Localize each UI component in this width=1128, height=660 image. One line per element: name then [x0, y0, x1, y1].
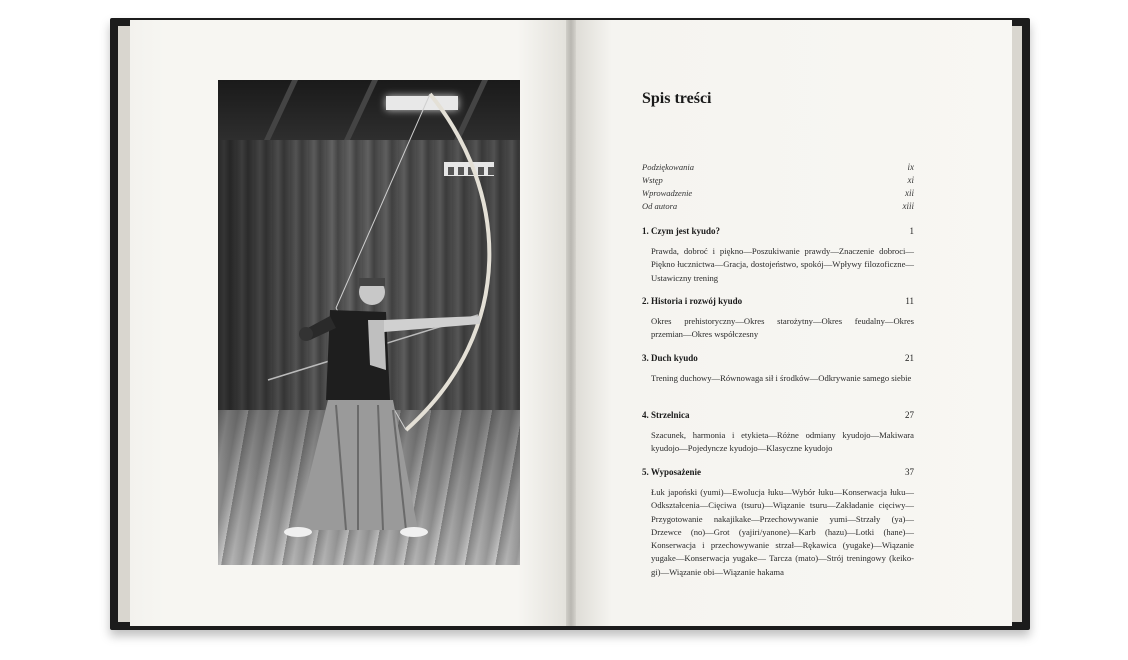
- bow-icon: [406, 94, 489, 430]
- toc-chapter-title: 2. Historia i rozwój kyudo: [642, 296, 743, 306]
- toc-front-page: xi: [907, 175, 914, 185]
- toc-chapter-title: 4. Strzelnica: [642, 410, 690, 420]
- toc-chapter-description: Prawda, dobroć i piękno—Poszukiwanie prawdy—Znaczenie dobroci—Piękno łucznictwa—Gracja, dostojeństwo, spokój—Wpływy filozoficzne—Ustawiczny trening: [651, 246, 914, 283]
- toc-front-label: Od autora: [642, 201, 678, 211]
- archer-figure: [218, 80, 520, 565]
- toc-chapter-description: Trening duchowy—Równowaga sił i środków—Odkrywanie samego siebie: [651, 373, 912, 383]
- toc-front-page: xiii: [902, 201, 914, 211]
- toc-front-label: Wprowadzenie: [642, 188, 693, 198]
- toc-chapter-page: 37: [905, 467, 914, 477]
- toc-front-page: xii: [905, 188, 914, 198]
- toc-front-entry: [642, 175, 914, 188]
- toc-chapter-page: 27: [905, 410, 914, 420]
- toc-front-entry: [642, 201, 914, 214]
- kyudo-archer-photo: [218, 80, 520, 565]
- toc-chapter-page: 21: [905, 353, 914, 363]
- toc-chapter-title: 5. Wyposażenie: [642, 467, 702, 477]
- toc-chapter-heading: [642, 410, 914, 424]
- toc-chapter-heading: [642, 353, 914, 367]
- toc-chapter-description: Łuk japoński (yumi)—Ewolucja łuku—Wybór łuku—Konserwacja łuku—Odkształcenia—Cięciwa (tsuru)—Wiązanie tsuru—Zakładanie cięciwy—Przygotowanie nakajikake—Przechowywanie yumi—Strzały (ya)—Drzewce (no)—Grot (yajiri/yanone)—Karb (hazu)—Lotki (hane)—Konserwacja i przechowywanie strzał—Rękawica (yugake)—Wiązanie yugake—Konserwacja yugake— Tarcza (mato)—Strój treningowy (keiko-gi)—Wiązanie obi—Wiązanie hakama: [651, 487, 914, 577]
- toc-chapter-page: 1: [909, 226, 914, 236]
- toc-chapter-heading: [642, 467, 914, 481]
- right-page: [572, 20, 1012, 626]
- toc-chapter-heading: [642, 296, 914, 310]
- toc-chapter-title: 3. Duch kyudo: [642, 353, 698, 363]
- toc-chapter-page: 11: [905, 296, 914, 306]
- book-gutter: [566, 20, 576, 626]
- toc-front-label: Podziękowania: [642, 162, 694, 172]
- toc-chapter-description: Okres prehistoryczny—Okres starożytny—Okres feudalny—Okres przemian—Okres współczesny: [651, 316, 914, 340]
- toc-title: Spis treści: [642, 90, 712, 107]
- toc-chapter-title: 1. Czym jest kyudo?: [642, 226, 720, 236]
- left-page: [130, 20, 570, 626]
- toc-front-entry: [642, 188, 914, 201]
- toc-chapter-description: Szacunek, harmonia i etykieta—Różne odmiany kyudojo—Makiwara kyudojo—Pojedyncze kyudojo—Klasyczne kyudojo: [651, 430, 914, 454]
- toc-front-page: ix: [907, 162, 914, 172]
- toc-chapter-heading: [642, 226, 914, 240]
- toc-front-label: Wstęp: [642, 175, 663, 185]
- toc-front-entry: [642, 162, 914, 175]
